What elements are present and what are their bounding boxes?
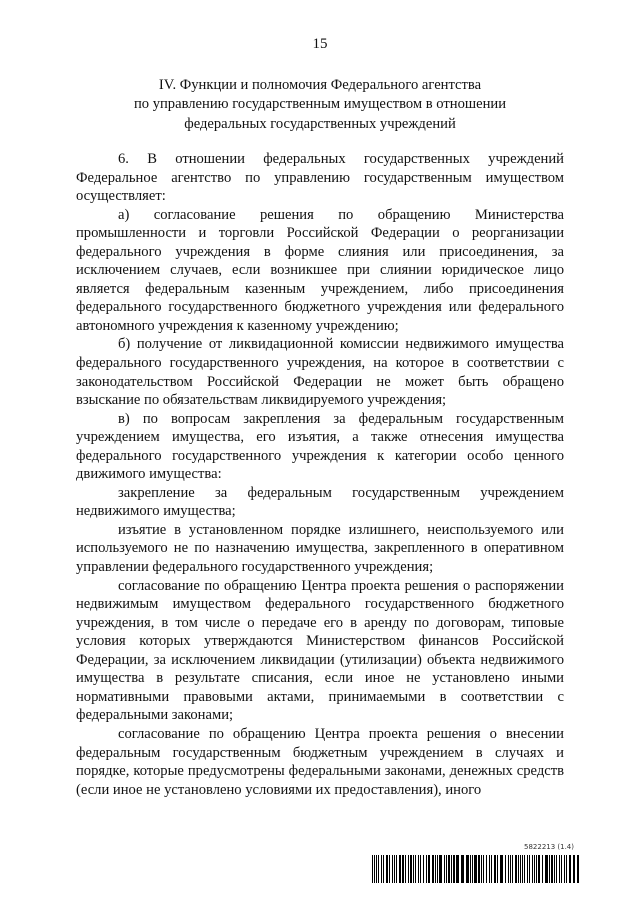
paragraph: изъятие в установленном порядке излишнего, неиспользуемого или используемого не по назначению имущества, закрепленного в оперативном управлении федерального государственного учреждения; — [76, 521, 564, 576]
section-heading-line: федеральных государственных учреждений — [184, 115, 456, 132]
document-body — [76, 150, 564, 799]
paragraph: согласование по обращению Центра проекта решения о внесении федеральным государственным бюджетным учреждением в случаях и порядке, которые предусмотрены федеральными законами, денежных средств (если иное не установлено условиями их предоставления), иного — [76, 725, 564, 798]
section-heading-line: IV. Функции и полномочия Федерального агентства — [158, 77, 482, 93]
paragraph-subitem-b: б) получение от ликвидационной комиссии недвижимого имущества федерального государственного учреждения, на которое в соответствии с законодательством Российской Федерации не может быть обращено взыскание по обязательствам ликвидируемого учреждения; — [76, 336, 564, 409]
paragraph: согласование по обращению Центра проекта решения о распоряжении недвижимым имуществом федерального государственного бюджетного учреждения, в том числе о передаче его в аренду по договорам, типовые условия которых утверждаются Министерством финансов Российской Федерации, за исключением ликвидации (утилизации) объекта недвижимого имущества в результате списания, если иное не установлено иными нормативными правовыми актами, принимаемыми в соответствии с федеральными законами; — [76, 577, 564, 724]
page-number: 15 — [312, 36, 328, 52]
paragraph-item-6: 6. В отношении федеральных государственных учреждений Федеральное агентство по управлению государственным имуществом осуществляет: — [76, 151, 564, 205]
paragraph: закрепление за федеральным государственным учреждением недвижимого имущества; — [76, 484, 564, 520]
section-heading — [60, 76, 580, 134]
barcode-id: 5822213 (1.4) — [524, 843, 574, 851]
section-heading-line: по управлению государственным имуществом в отношении — [133, 96, 507, 113]
barcode-icon — [372, 855, 580, 883]
paragraph-subitem-a: а) согласование решения по обращению Министерства промышленности и торговли Российской Федерации о реорганизации федерального учреждения в форме слияния или присоединения, за исключением случаев, если возникшее при слиянии юридическое лицо является федеральным казенным учреждением, либо присоединения федерального государственного бюджетного учреждения или федерального автономного учреждения к казенному учреждению; — [76, 206, 564, 334]
paragraph-subitem-v: в) по вопросам закрепления за федеральным государственным учреждением имущества, его изъятия, а также отнесения имущества федерального государственного учреждения к категории особо ценного движимого имущества: — [76, 410, 564, 483]
document-barcode — [372, 843, 580, 883]
